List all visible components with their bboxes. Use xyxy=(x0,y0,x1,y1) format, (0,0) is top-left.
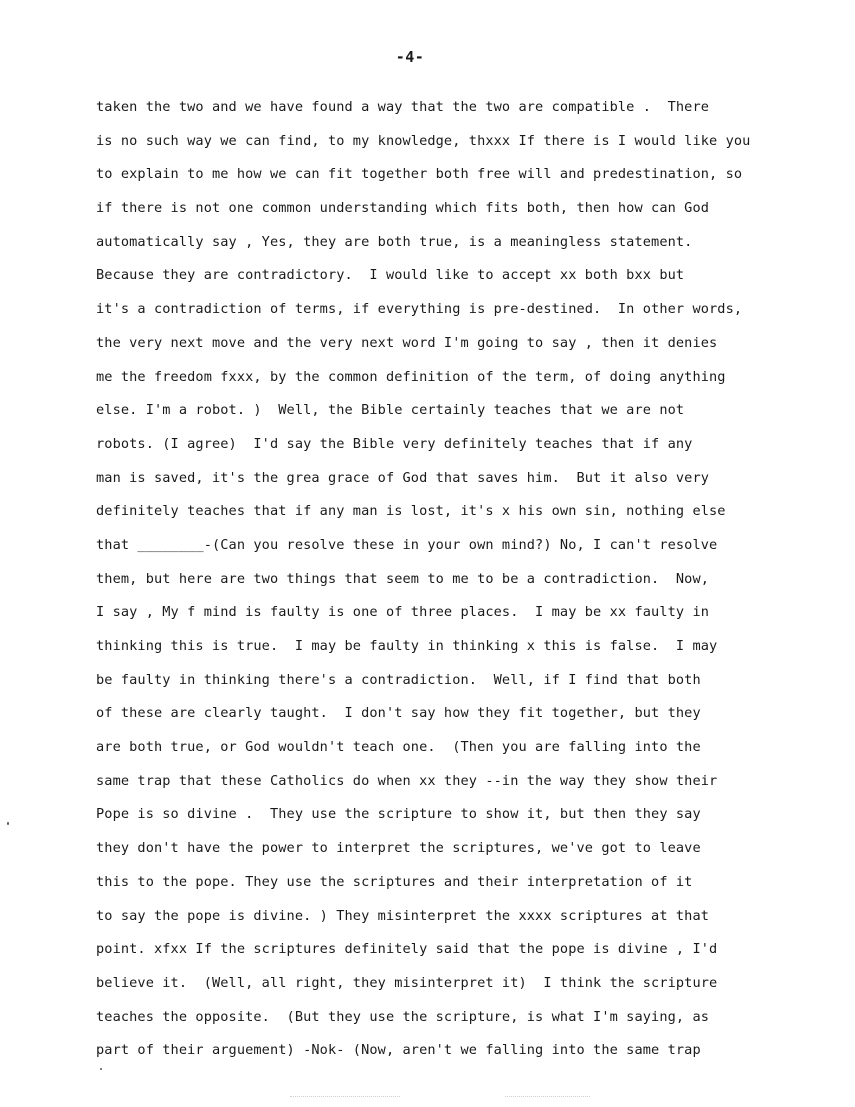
text-line: man is saved, it's the grea grace of God that saves him. But it also very xyxy=(96,469,710,486)
page-number: -4- xyxy=(395,48,425,66)
body-text xyxy=(96,96,776,1073)
text-line: them, but here are two things that seem to me to be a contradiction. Now, xyxy=(96,570,710,587)
text-line: Because they are contradictory. I would like to accept xx both bxx but xyxy=(96,267,685,284)
scan-speck xyxy=(100,1068,102,1070)
text-line: are both true, or God wouldn't teach one. (Then you are falling into the xyxy=(96,739,701,756)
text-line: part of their arguement) -Nok- (Now, aren't we falling into the same trap xyxy=(96,1042,701,1059)
text-line: this to the pope. They use the scriptures and their interpretation of it xyxy=(96,873,693,890)
text-line: that ________-(Can you resolve these in your own mind?) No, I can't resolve xyxy=(96,536,718,553)
text-line: if there is not one common understanding which fits both, then how can God xyxy=(96,200,710,217)
scan-smudge xyxy=(505,1096,590,1101)
text-line: to explain to me how we can fit together both free will and predestination, so xyxy=(96,166,743,183)
text-line: Pope is so divine . They use the scripture to show it, but then they say xyxy=(96,806,701,823)
text-line: the very next move and the very next word I'm going to say , then it denies xyxy=(96,334,718,351)
text-line: same trap that these Catholics do when xx they --in the way they show their xyxy=(96,772,718,789)
scan-speck xyxy=(7,822,9,825)
scan-smudge xyxy=(290,1096,400,1101)
text-line: teaches the opposite. (But they use the scripture, is what I'm saying, as xyxy=(96,1008,710,1025)
text-line: be faulty in thinking there's a contradiction. Well, if I find that both xyxy=(96,671,701,688)
text-line: point. xfxx If the scriptures definitely said that the pope is divine , I'd xyxy=(96,941,718,958)
text-line: taken the two and we have found a way that the two are compatible . There xyxy=(96,99,710,115)
text-line: robots. (I agree) I'd say the Bible very definitely teaches that if any xyxy=(96,435,693,452)
text-line: automatically say , Yes, they are both true, is a meaningless statement. xyxy=(96,233,693,250)
text-line: thinking this is true. I may be faulty in thinking x this is false. I may xyxy=(96,638,718,654)
text-line: is no such way we can find, to my knowledge, thxxx If there is I would like you xyxy=(96,132,751,149)
text-line: believe it. (Well, all right, they misinterpret it) I think the scripture xyxy=(96,974,718,991)
text-line: me the freedom fxxx, by the common definition of the term, of doing anything xyxy=(96,368,726,385)
text-line: else. I'm a robot. ) Well, the Bible certainly teaches that we are not xyxy=(96,402,685,419)
text-line: they don't have the power to interpret the scriptures, we've got to leave xyxy=(96,840,701,857)
text-line: of these are clearly taught. I don't say how they fit together, but they xyxy=(96,705,701,722)
text-line: definitely teaches that if any man is lost, it's x his own sin, nothing else xyxy=(96,503,726,520)
text-line: I say , My f mind is faulty is one of three places. I may be xx faulty in xyxy=(96,604,710,621)
text-line: it's a contradiction of terms, if everything is pre-destined. In other words, xyxy=(96,301,743,318)
text-line: to say the pope is divine. ) They misinterpret the xxxx scriptures at that xyxy=(96,907,710,924)
